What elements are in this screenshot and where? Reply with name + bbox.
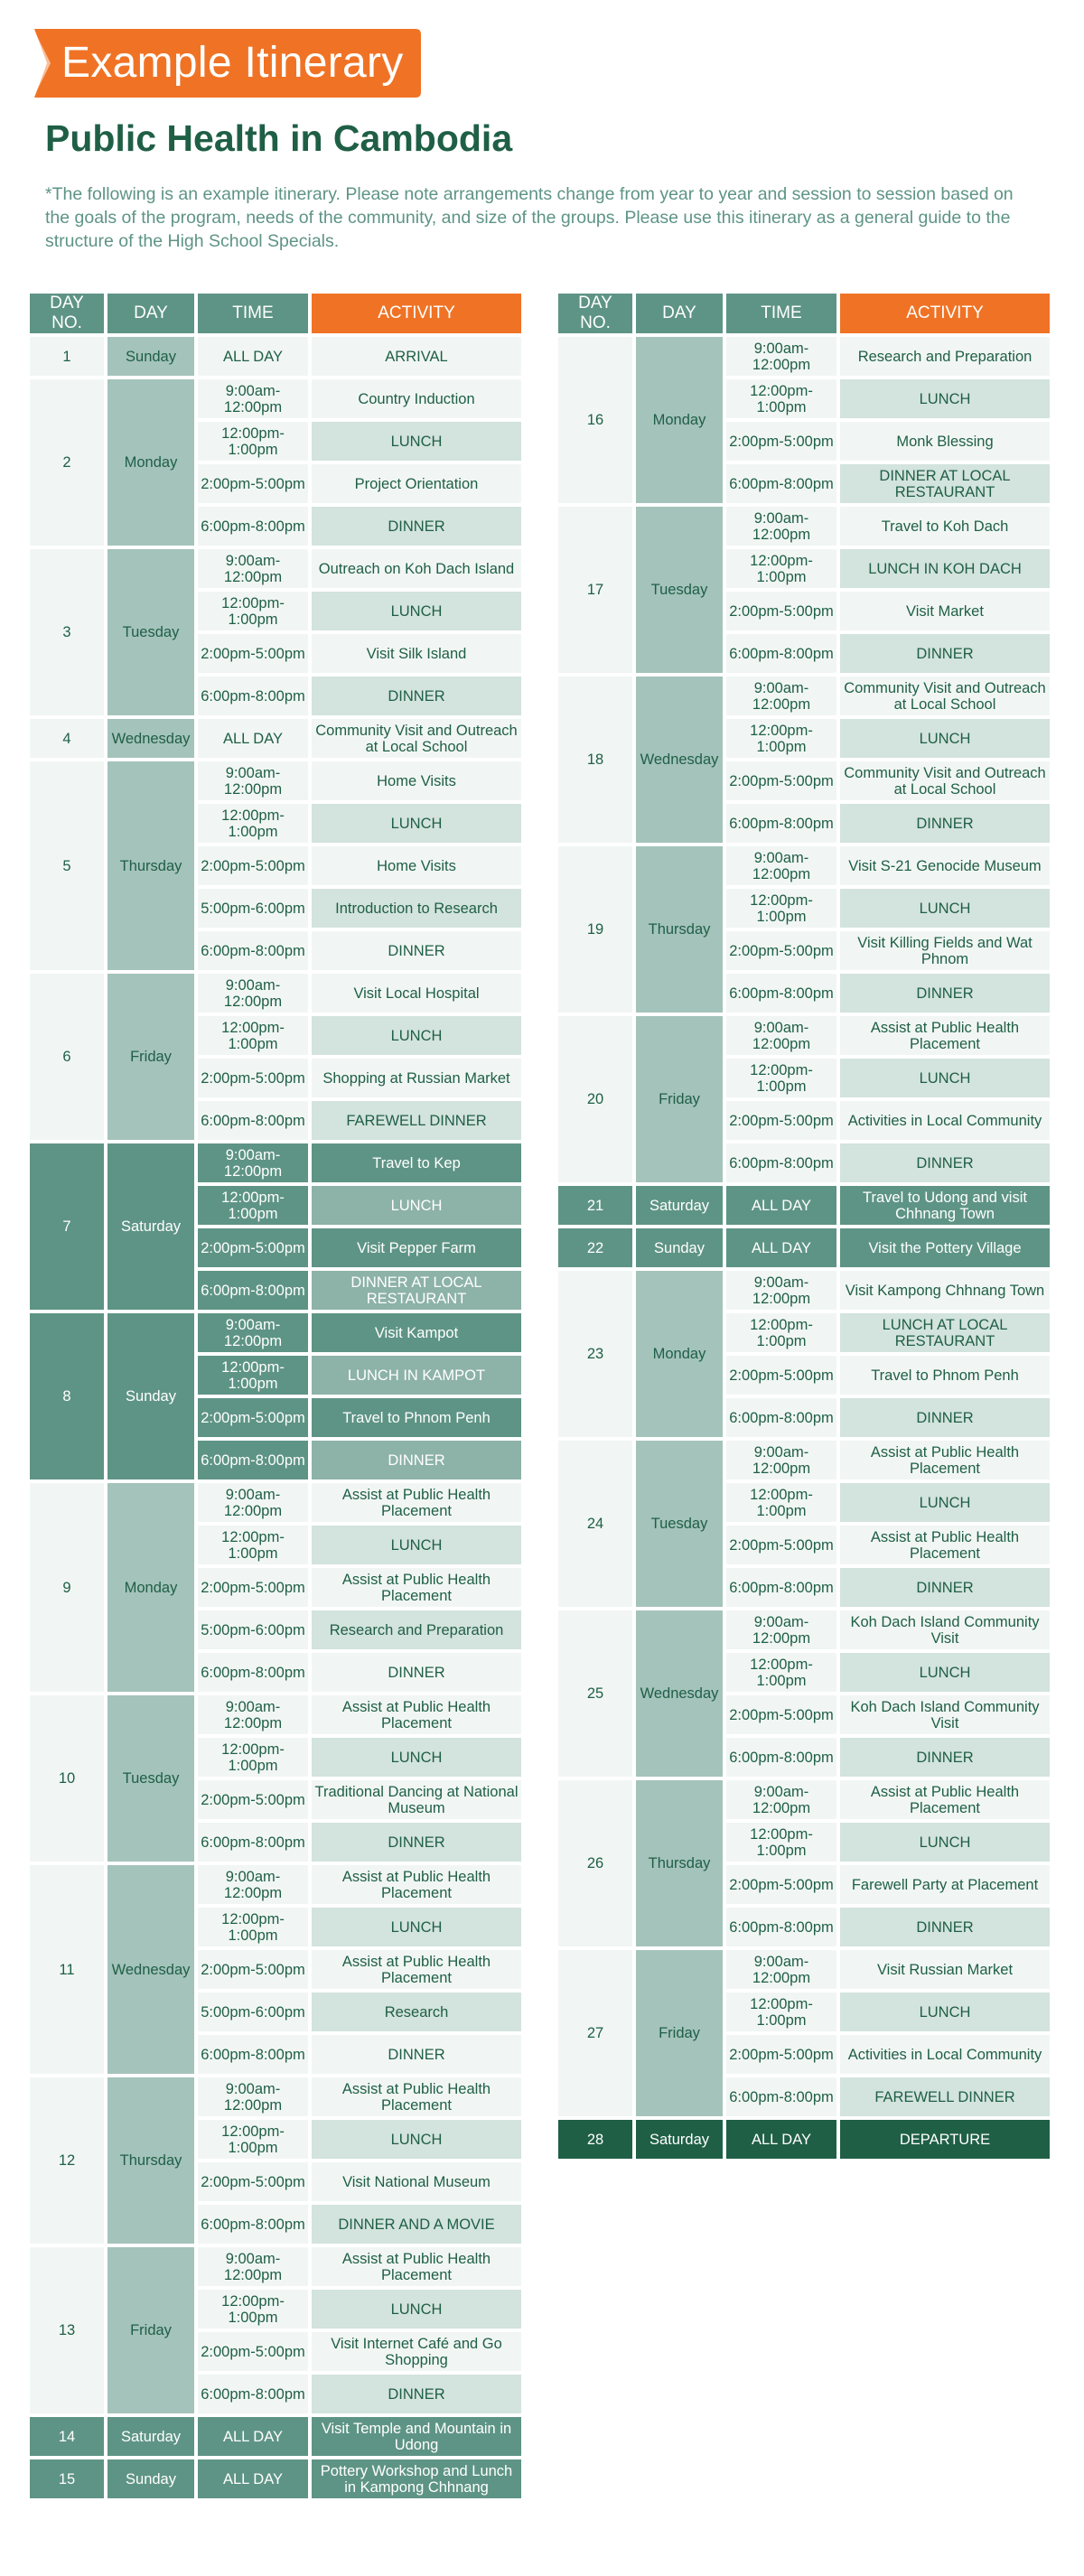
activity-cell: DEPARTURE bbox=[840, 2120, 1050, 2159]
activity-cell: Community Visit and Outreach at Local School bbox=[840, 761, 1050, 800]
activity-cell: DINNER AT LOCAL RESTAURANT bbox=[840, 464, 1050, 503]
day-number: 21 bbox=[558, 1186, 632, 1225]
time-cell: 6:00pm-8:00pm bbox=[726, 804, 836, 843]
header-day: DAY bbox=[107, 294, 194, 333]
activity-cell: Community Visit and Outreach at Local School bbox=[312, 719, 521, 758]
itinerary-row bbox=[558, 1780, 1050, 1819]
itinerary-row bbox=[30, 549, 521, 588]
day-name: Monday bbox=[636, 337, 723, 503]
activity-cell: Visit S-21 Genocide Museum bbox=[840, 846, 1050, 885]
time-cell: 12:00pm-1:00pm bbox=[198, 2290, 308, 2329]
itinerary-row bbox=[558, 1228, 1050, 1267]
activity-cell: Assist at Public Health Placement bbox=[312, 1865, 521, 1904]
time-cell: 2:00pm-5:00pm bbox=[726, 1356, 836, 1395]
time-cell: 9:00am-12:00pm bbox=[198, 974, 308, 1013]
time-cell: 2:00pm-5:00pm bbox=[198, 464, 308, 503]
time-cell: 2:00pm-5:00pm bbox=[726, 2035, 836, 2074]
activity-cell: Assist at Public Health Placement bbox=[840, 1526, 1050, 1564]
time-cell: 12:00pm-1:00pm bbox=[198, 1016, 308, 1055]
day-name: Friday bbox=[107, 2247, 194, 2413]
day-number: 4 bbox=[30, 719, 104, 758]
day-name: Saturday bbox=[107, 2417, 194, 2456]
day-number: 19 bbox=[558, 846, 632, 1013]
day-number: 20 bbox=[558, 1016, 632, 1182]
time-cell: 6:00pm-8:00pm bbox=[198, 931, 308, 970]
time-cell: 6:00pm-8:00pm bbox=[726, 1908, 836, 1946]
time-cell: 9:00am-12:00pm bbox=[726, 1271, 836, 1310]
activity-cell: DINNER bbox=[312, 677, 521, 715]
activity-cell: Farewell Party at Placement bbox=[840, 1865, 1050, 1904]
activity-cell: LUNCH bbox=[312, 1016, 521, 1055]
activity-cell: LUNCH bbox=[312, 1908, 521, 1946]
time-cell: 9:00am-12:00pm bbox=[726, 1441, 836, 1479]
activity-cell: Research bbox=[312, 1993, 521, 2031]
day-number: 11 bbox=[30, 1865, 104, 2074]
activity-cell: Koh Dach Island Community Visit bbox=[840, 1610, 1050, 1649]
itinerary-row bbox=[558, 507, 1050, 546]
activity-cell: Travel to Udong and visit Chhnang Town bbox=[840, 1186, 1050, 1225]
header-activity: ACTIVITY bbox=[312, 294, 521, 333]
time-cell: 9:00am-12:00pm bbox=[726, 1780, 836, 1819]
itinerary-row bbox=[30, 2459, 521, 2498]
itinerary-row bbox=[30, 379, 521, 418]
time-cell: 6:00pm-8:00pm bbox=[198, 2035, 308, 2074]
day-number: 18 bbox=[558, 677, 632, 843]
activity-cell: Koh Dach Island Community Visit bbox=[840, 1695, 1050, 1734]
day-name: Monday bbox=[636, 1271, 723, 1437]
header-day-no: DAY NO. bbox=[30, 294, 104, 333]
itinerary-row bbox=[30, 719, 521, 758]
activity-cell: Assist at Public Health Placement bbox=[840, 1016, 1050, 1055]
activity-cell: Visit Internet Café and Go Shopping bbox=[312, 2332, 521, 2371]
itinerary-row bbox=[558, 1271, 1050, 1310]
day-name: Wednesday bbox=[107, 719, 194, 758]
time-cell: 9:00am-12:00pm bbox=[198, 1313, 308, 1352]
activity-cell: LUNCH IN KAMPOT bbox=[312, 1356, 521, 1395]
time-cell: 6:00pm-8:00pm bbox=[198, 1653, 308, 1692]
table-header bbox=[30, 294, 521, 333]
day-name: Monday bbox=[107, 1483, 194, 1692]
time-cell: 2:00pm-5:00pm bbox=[726, 592, 836, 630]
time-cell: 12:00pm-1:00pm bbox=[726, 1823, 836, 1862]
time-cell: 6:00pm-8:00pm bbox=[726, 974, 836, 1013]
time-cell: 5:00pm-6:00pm bbox=[198, 1610, 308, 1649]
day-name: Saturday bbox=[636, 1186, 723, 1225]
time-cell: 6:00pm-8:00pm bbox=[198, 2205, 308, 2244]
activity-cell: Project Orientation bbox=[312, 464, 521, 503]
time-cell: 12:00pm-1:00pm bbox=[198, 422, 308, 461]
day-name: Thursday bbox=[107, 2077, 194, 2244]
time-cell: 2:00pm-5:00pm bbox=[726, 1101, 836, 1140]
day-number: 16 bbox=[558, 337, 632, 503]
day-number: 15 bbox=[30, 2459, 104, 2498]
activity-cell: Visit the Pottery Village bbox=[840, 1228, 1050, 1267]
time-cell: 6:00pm-8:00pm bbox=[726, 1398, 836, 1437]
time-cell: 12:00pm-1:00pm bbox=[726, 1483, 836, 1522]
day-number: 7 bbox=[30, 1143, 104, 1310]
itinerary-row bbox=[30, 1143, 521, 1182]
activity-cell: Assist at Public Health Placement bbox=[312, 1950, 521, 1989]
activity-cell: Visit Kampong Chhnang Town bbox=[840, 1271, 1050, 1310]
day-name: Saturday bbox=[636, 2120, 723, 2159]
page-title: Public Health in Cambodia bbox=[45, 117, 513, 159]
time-cell: 2:00pm-5:00pm bbox=[198, 634, 308, 673]
day-name: Friday bbox=[636, 1016, 723, 1182]
time-cell: ALL DAY bbox=[198, 719, 308, 758]
itinerary-row bbox=[558, 337, 1050, 376]
time-cell: 2:00pm-5:00pm bbox=[198, 1228, 308, 1267]
activity-cell: Country Induction bbox=[312, 379, 521, 418]
time-cell: 12:00pm-1:00pm bbox=[198, 1526, 308, 1564]
itinerary-row bbox=[30, 2077, 521, 2116]
activity-cell: Assist at Public Health Placement bbox=[312, 1568, 521, 1607]
time-cell: ALL DAY bbox=[198, 2459, 308, 2498]
time-cell: 9:00am-12:00pm bbox=[726, 846, 836, 885]
time-cell: 2:00pm-5:00pm bbox=[198, 1398, 308, 1437]
day-number: 17 bbox=[558, 507, 632, 673]
activity-cell: DINNER bbox=[312, 1653, 521, 1692]
activity-cell: DINNER bbox=[840, 804, 1050, 843]
time-cell: 12:00pm-1:00pm bbox=[198, 804, 308, 843]
time-cell: ALL DAY bbox=[726, 1186, 836, 1225]
activity-cell: Visit Temple and Mountain in Udong bbox=[312, 2417, 521, 2456]
time-cell: 6:00pm-8:00pm bbox=[726, 1143, 836, 1182]
table-header bbox=[558, 294, 1050, 333]
itinerary-row bbox=[30, 1695, 521, 1734]
activity-cell: DINNER bbox=[840, 1568, 1050, 1607]
time-cell: 12:00pm-1:00pm bbox=[726, 379, 836, 418]
activity-cell: LUNCH bbox=[840, 1823, 1050, 1862]
day-name: Sunday bbox=[107, 1313, 194, 1479]
activity-cell: DINNER bbox=[840, 1398, 1050, 1437]
activity-cell: Visit Kampot bbox=[312, 1313, 521, 1352]
activity-cell: LUNCH bbox=[312, 1738, 521, 1777]
itinerary-row bbox=[558, 1186, 1050, 1225]
activity-cell: Monk Blessing bbox=[840, 422, 1050, 461]
activity-cell: DINNER bbox=[312, 1823, 521, 1862]
time-cell: 5:00pm-6:00pm bbox=[198, 889, 308, 928]
time-cell: 9:00am-12:00pm bbox=[726, 507, 836, 546]
day-name: Thursday bbox=[107, 761, 194, 970]
activity-cell: DINNER bbox=[840, 1143, 1050, 1182]
time-cell: 9:00am-12:00pm bbox=[726, 1016, 836, 1055]
day-number: 27 bbox=[558, 1950, 632, 2116]
time-cell: 2:00pm-5:00pm bbox=[198, 1059, 308, 1097]
time-cell: 12:00pm-1:00pm bbox=[198, 1738, 308, 1777]
activity-cell: Visit National Museum bbox=[312, 2162, 521, 2201]
activity-cell: Visit Killing Fields and Wat Phnom bbox=[840, 931, 1050, 970]
time-cell: 9:00am-12:00pm bbox=[726, 1950, 836, 1989]
activity-cell: DINNER bbox=[312, 2035, 521, 2074]
activity-cell: Visit Market bbox=[840, 592, 1050, 630]
activity-cell: Community Visit and Outreach at Local School bbox=[840, 677, 1050, 715]
time-cell: 12:00pm-1:00pm bbox=[726, 889, 836, 928]
activity-cell: DINNER bbox=[840, 1738, 1050, 1777]
banner bbox=[29, 29, 421, 98]
time-cell: ALL DAY bbox=[198, 337, 308, 376]
itinerary-row bbox=[30, 1313, 521, 1352]
itinerary-row bbox=[558, 1610, 1050, 1649]
itinerary-table-right bbox=[555, 290, 1053, 2162]
time-cell: 12:00pm-1:00pm bbox=[726, 1653, 836, 1692]
header-activity: ACTIVITY bbox=[840, 294, 1050, 333]
day-name: Thursday bbox=[636, 1780, 723, 1946]
time-cell: 2:00pm-5:00pm bbox=[198, 2162, 308, 2201]
time-cell: 2:00pm-5:00pm bbox=[198, 1568, 308, 1607]
activity-cell: LUNCH bbox=[312, 2120, 521, 2159]
activity-cell: Visit Russian Market bbox=[840, 1950, 1050, 1989]
time-cell: 2:00pm-5:00pm bbox=[726, 1526, 836, 1564]
header-day: DAY bbox=[636, 294, 723, 333]
time-cell: 9:00am-12:00pm bbox=[198, 761, 308, 800]
activity-cell: Travel to Phnom Penh bbox=[312, 1398, 521, 1437]
time-cell: 9:00am-12:00pm bbox=[198, 1483, 308, 1522]
activity-cell: DINNER AND A MOVIE bbox=[312, 2205, 521, 2244]
activity-cell: DINNER bbox=[840, 1908, 1050, 1946]
activity-cell: Introduction to Research bbox=[312, 889, 521, 928]
activity-cell: LUNCH bbox=[312, 592, 521, 630]
activity-cell: DINNER bbox=[312, 2375, 521, 2413]
day-name: Tuesday bbox=[107, 549, 194, 715]
time-cell: 5:00pm-6:00pm bbox=[198, 1993, 308, 2031]
day-name: Wednesday bbox=[107, 1865, 194, 2074]
day-number: 2 bbox=[30, 379, 104, 546]
activity-cell: LUNCH bbox=[312, 422, 521, 461]
time-cell: 2:00pm-5:00pm bbox=[726, 761, 836, 800]
day-name: Tuesday bbox=[636, 507, 723, 673]
time-cell: 12:00pm-1:00pm bbox=[726, 719, 836, 758]
itinerary-row bbox=[558, 1950, 1050, 1989]
time-cell: 12:00pm-1:00pm bbox=[198, 2120, 308, 2159]
activity-cell: Visit Local Hospital bbox=[312, 974, 521, 1013]
time-cell: 6:00pm-8:00pm bbox=[726, 1738, 836, 1777]
time-cell: ALL DAY bbox=[198, 2417, 308, 2456]
activity-cell: ARRIVAL bbox=[312, 337, 521, 376]
itinerary-row bbox=[30, 1865, 521, 1904]
activity-cell: LUNCH IN KOH DACH bbox=[840, 549, 1050, 588]
activity-cell: DINNER bbox=[312, 507, 521, 546]
activity-cell: Research and Preparation bbox=[312, 1610, 521, 1649]
time-cell: 12:00pm-1:00pm bbox=[198, 1908, 308, 1946]
activity-cell: Traditional Dancing at National Museum bbox=[312, 1780, 521, 1819]
activity-cell: Home Visits bbox=[312, 761, 521, 800]
time-cell: 6:00pm-8:00pm bbox=[198, 2375, 308, 2413]
activity-cell: DINNER bbox=[840, 974, 1050, 1013]
day-name: Saturday bbox=[107, 1143, 194, 1310]
time-cell: 2:00pm-5:00pm bbox=[198, 846, 308, 885]
day-number: 13 bbox=[30, 2247, 104, 2413]
header-time: TIME bbox=[198, 294, 308, 333]
time-cell: 12:00pm-1:00pm bbox=[198, 1186, 308, 1225]
activity-cell: Visit Silk Island bbox=[312, 634, 521, 673]
day-name: Wednesday bbox=[636, 677, 723, 843]
activity-cell: DINNER AT LOCAL RESTAURANT bbox=[312, 1271, 521, 1310]
time-cell: 12:00pm-1:00pm bbox=[726, 1993, 836, 2031]
time-cell: 2:00pm-5:00pm bbox=[198, 1780, 308, 1819]
itinerary-row bbox=[558, 2120, 1050, 2159]
time-cell: 6:00pm-8:00pm bbox=[198, 1823, 308, 1862]
activity-cell: Travel to Phnom Penh bbox=[840, 1356, 1050, 1395]
time-cell: 2:00pm-5:00pm bbox=[726, 1695, 836, 1734]
activity-cell: Activities in Local Community bbox=[840, 1101, 1050, 1140]
day-number: 3 bbox=[30, 549, 104, 715]
intro-text: *The following is an example itinerary. Please note arrangements change from year to year and session to session based on the goals of the program, needs of the community, and size of the groups. Please use this itinerary as a general guide to the structure of the High School Specials. bbox=[45, 184, 1014, 251]
day-number: 8 bbox=[30, 1313, 104, 1479]
day-name: Friday bbox=[107, 974, 194, 1140]
time-cell: 6:00pm-8:00pm bbox=[198, 1101, 308, 1140]
day-number: 5 bbox=[30, 761, 104, 970]
time-cell: 2:00pm-5:00pm bbox=[726, 1865, 836, 1904]
activity-cell: LUNCH bbox=[312, 1186, 521, 1225]
itinerary-row bbox=[30, 761, 521, 800]
time-cell: 9:00am-12:00pm bbox=[198, 1695, 308, 1734]
activity-cell: Travel to Kep bbox=[312, 1143, 521, 1182]
day-number: 1 bbox=[30, 337, 104, 376]
day-number: 10 bbox=[30, 1695, 104, 1862]
itinerary-row bbox=[30, 2247, 521, 2286]
time-cell: 6:00pm-8:00pm bbox=[198, 1441, 308, 1479]
time-cell: 12:00pm-1:00pm bbox=[726, 1059, 836, 1097]
activity-cell: FAREWELL DINNER bbox=[840, 2077, 1050, 2116]
day-name: Tuesday bbox=[636, 1441, 723, 1607]
time-cell: 2:00pm-5:00pm bbox=[726, 931, 836, 970]
day-name: Thursday bbox=[636, 846, 723, 1013]
time-cell: ALL DAY bbox=[726, 1228, 836, 1267]
time-cell: 6:00pm-8:00pm bbox=[198, 1271, 308, 1310]
activity-cell: Travel to Koh Dach bbox=[840, 507, 1050, 546]
activity-cell: Research and Preparation bbox=[840, 337, 1050, 376]
itinerary-row bbox=[30, 337, 521, 376]
day-number: 14 bbox=[30, 2417, 104, 2456]
time-cell: 12:00pm-1:00pm bbox=[198, 1356, 308, 1395]
activity-cell: Pottery Workshop and Lunch in Kampong Chhnang bbox=[312, 2459, 521, 2498]
day-number: 25 bbox=[558, 1610, 632, 1777]
time-cell: 6:00pm-8:00pm bbox=[198, 507, 308, 546]
activity-cell: LUNCH bbox=[840, 1653, 1050, 1692]
itinerary-row bbox=[30, 1483, 521, 1522]
day-number: 24 bbox=[558, 1441, 632, 1607]
itinerary-row bbox=[558, 846, 1050, 885]
time-cell: 9:00am-12:00pm bbox=[726, 337, 836, 376]
time-cell: 6:00pm-8:00pm bbox=[198, 677, 308, 715]
time-cell: 6:00pm-8:00pm bbox=[726, 464, 836, 503]
itinerary-table-left bbox=[26, 290, 525, 2502]
activity-cell: Activities in Local Community bbox=[840, 2035, 1050, 2074]
activity-cell: FAREWELL DINNER bbox=[312, 1101, 521, 1140]
activity-cell: Assist at Public Health Placement bbox=[840, 1780, 1050, 1819]
activity-cell: Home Visits bbox=[312, 846, 521, 885]
activity-cell: Visit Pepper Farm bbox=[312, 1228, 521, 1267]
time-cell: 9:00am-12:00pm bbox=[198, 2077, 308, 2116]
time-cell: 9:00am-12:00pm bbox=[198, 1865, 308, 1904]
itinerary-row bbox=[558, 677, 1050, 715]
activity-cell: DINNER bbox=[840, 634, 1050, 673]
itinerary-row bbox=[558, 1016, 1050, 1055]
activity-cell: LUNCH AT LOCAL RESTAURANT bbox=[840, 1313, 1050, 1352]
time-cell: 6:00pm-8:00pm bbox=[726, 1568, 836, 1607]
time-cell: 12:00pm-1:00pm bbox=[726, 549, 836, 588]
day-name: Tuesday bbox=[107, 1695, 194, 1862]
time-cell: ALL DAY bbox=[726, 2120, 836, 2159]
activity-cell: LUNCH bbox=[312, 1526, 521, 1564]
activity-cell: LUNCH bbox=[840, 1993, 1050, 2031]
time-cell: 2:00pm-5:00pm bbox=[726, 422, 836, 461]
day-name: Wednesday bbox=[636, 1610, 723, 1777]
activity-cell: LUNCH bbox=[840, 719, 1050, 758]
time-cell: 6:00pm-8:00pm bbox=[726, 634, 836, 673]
time-cell: 9:00am-12:00pm bbox=[198, 2247, 308, 2286]
activity-cell: LUNCH bbox=[312, 2290, 521, 2329]
time-cell: 9:00am-12:00pm bbox=[198, 1143, 308, 1182]
activity-cell: Assist at Public Health Placement bbox=[312, 2247, 521, 2286]
itinerary-row bbox=[558, 1441, 1050, 1479]
banner-title: Example Itinerary bbox=[61, 39, 404, 87]
time-cell: 9:00am-12:00pm bbox=[198, 379, 308, 418]
activity-cell: Assist at Public Health Placement bbox=[312, 2077, 521, 2116]
time-cell: 9:00am-12:00pm bbox=[726, 1610, 836, 1649]
day-name: Monday bbox=[107, 379, 194, 546]
day-number: 28 bbox=[558, 2120, 632, 2159]
time-cell: 9:00am-12:00pm bbox=[198, 549, 308, 588]
itinerary-row bbox=[30, 2417, 521, 2456]
activity-cell: LUNCH bbox=[312, 804, 521, 843]
day-number: 23 bbox=[558, 1271, 632, 1437]
time-cell: 2:00pm-5:00pm bbox=[198, 2332, 308, 2371]
header-day-no: DAY NO. bbox=[558, 294, 632, 333]
activity-cell: Outreach on Koh Dach Island bbox=[312, 549, 521, 588]
itinerary-row bbox=[30, 974, 521, 1013]
time-cell: 2:00pm-5:00pm bbox=[198, 1950, 308, 1989]
day-name: Friday bbox=[636, 1950, 723, 2116]
activity-cell: LUNCH bbox=[840, 889, 1050, 928]
activity-cell: Assist at Public Health Placement bbox=[840, 1441, 1050, 1479]
day-number: 12 bbox=[30, 2077, 104, 2244]
activity-cell: Shopping at Russian Market bbox=[312, 1059, 521, 1097]
header-time: TIME bbox=[726, 294, 836, 333]
day-name: Sunday bbox=[107, 337, 194, 376]
activity-cell: Assist at Public Health Placement bbox=[312, 1695, 521, 1734]
time-cell: 12:00pm-1:00pm bbox=[726, 1313, 836, 1352]
time-cell: 12:00pm-1:00pm bbox=[198, 592, 308, 630]
activity-cell: LUNCH bbox=[840, 379, 1050, 418]
day-number: 6 bbox=[30, 974, 104, 1140]
activity-cell: DINNER bbox=[312, 931, 521, 970]
day-name: Sunday bbox=[107, 2459, 194, 2498]
activity-cell: LUNCH bbox=[840, 1059, 1050, 1097]
activity-cell: LUNCH bbox=[840, 1483, 1050, 1522]
activity-cell: Assist at Public Health Placement bbox=[312, 1483, 521, 1522]
day-number: 26 bbox=[558, 1780, 632, 1946]
time-cell: 6:00pm-8:00pm bbox=[726, 2077, 836, 2116]
day-number: 22 bbox=[558, 1228, 632, 1267]
day-name: Sunday bbox=[636, 1228, 723, 1267]
activity-cell: DINNER bbox=[312, 1441, 521, 1479]
day-number: 9 bbox=[30, 1483, 104, 1692]
time-cell: 9:00am-12:00pm bbox=[726, 677, 836, 715]
